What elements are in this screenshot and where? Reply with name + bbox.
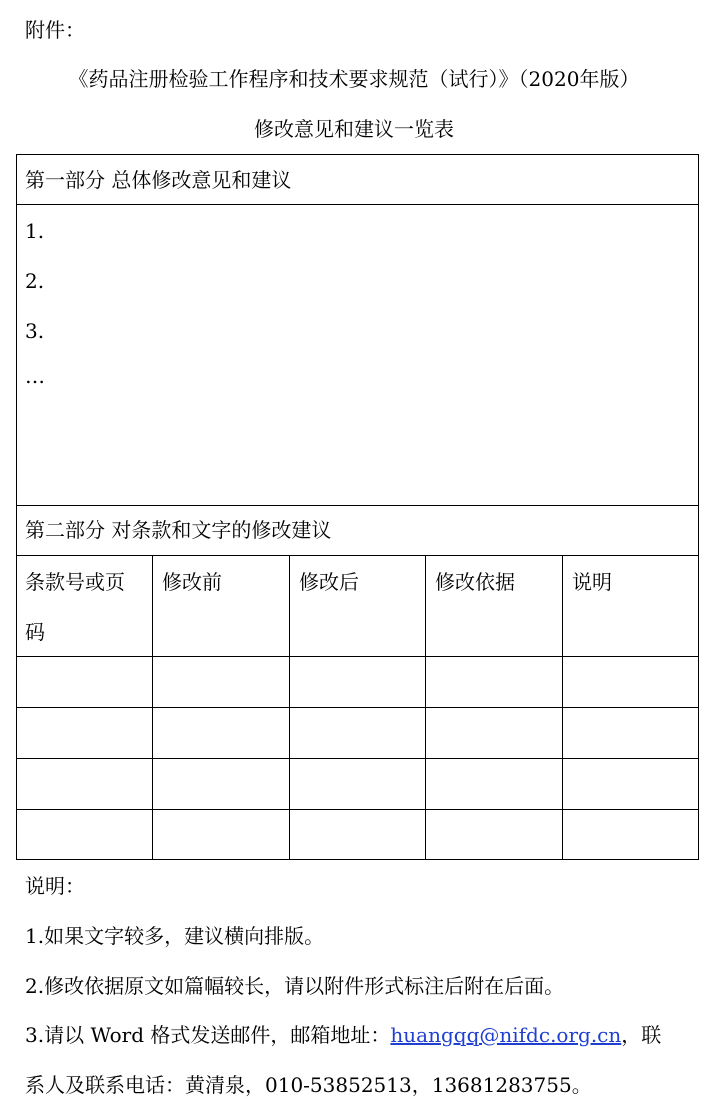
- email-link[interactable]: huangqq@nifdc.org.cn: [390, 1023, 622, 1047]
- part1-heading: 第一部分 总体修改意见和建议: [25, 168, 292, 192]
- table-rule: [16, 707, 699, 708]
- note-line-3-prefix: 3.请以 Word 格式发送邮件，邮箱地址：: [25, 1023, 391, 1047]
- column-header-notes: 说明: [572, 570, 612, 594]
- notes-title: 说明：: [25, 874, 85, 898]
- column-header-clause-cont: 码: [25, 620, 45, 644]
- column-divider: [289, 555, 290, 860]
- table-title: 修改意见和建议一览表: [254, 117, 454, 141]
- feedback-table: [16, 154, 699, 860]
- column-header-before: 修改前: [162, 570, 222, 594]
- note-line-1: 1.如果文字较多，建议横向排版。: [25, 924, 325, 948]
- table-rule: [16, 204, 699, 205]
- note-line-3: [25, 1025, 661, 1045]
- part1-ellipsis: …: [25, 364, 45, 388]
- column-divider: [562, 555, 563, 860]
- table-rule: [16, 555, 699, 556]
- column-header-clause: 条款号或页: [25, 570, 125, 594]
- part2-heading: 第二部分 对条款和文字的修改建议: [25, 518, 332, 542]
- column-divider: [425, 555, 426, 860]
- table-rule: [16, 656, 699, 657]
- document-title: 《药品注册检验工作程序和技术要求规范（试行）》（2020年版）: [68, 67, 640, 91]
- table-rule: [16, 505, 699, 506]
- column-header-after: 修改后: [299, 570, 359, 594]
- column-header-basis: 修改依据: [435, 570, 515, 594]
- table-rule: [16, 758, 699, 759]
- note-line-3-suffix: ，联: [621, 1023, 662, 1047]
- part1-item: 3.: [25, 319, 45, 343]
- part1-item: 1.: [25, 219, 45, 243]
- note-line-4: 系人及联系电话：黄清泉，010-53852513，13681283755。: [25, 1073, 592, 1097]
- attachment-label: 附件：: [25, 18, 85, 42]
- part1-item: 2.: [25, 269, 45, 293]
- table-rule: [16, 809, 699, 810]
- note-line-2: 2.修改依据原文如篇幅较长，请以附件形式标注后附在后面。: [25, 974, 565, 998]
- column-divider: [152, 555, 153, 860]
